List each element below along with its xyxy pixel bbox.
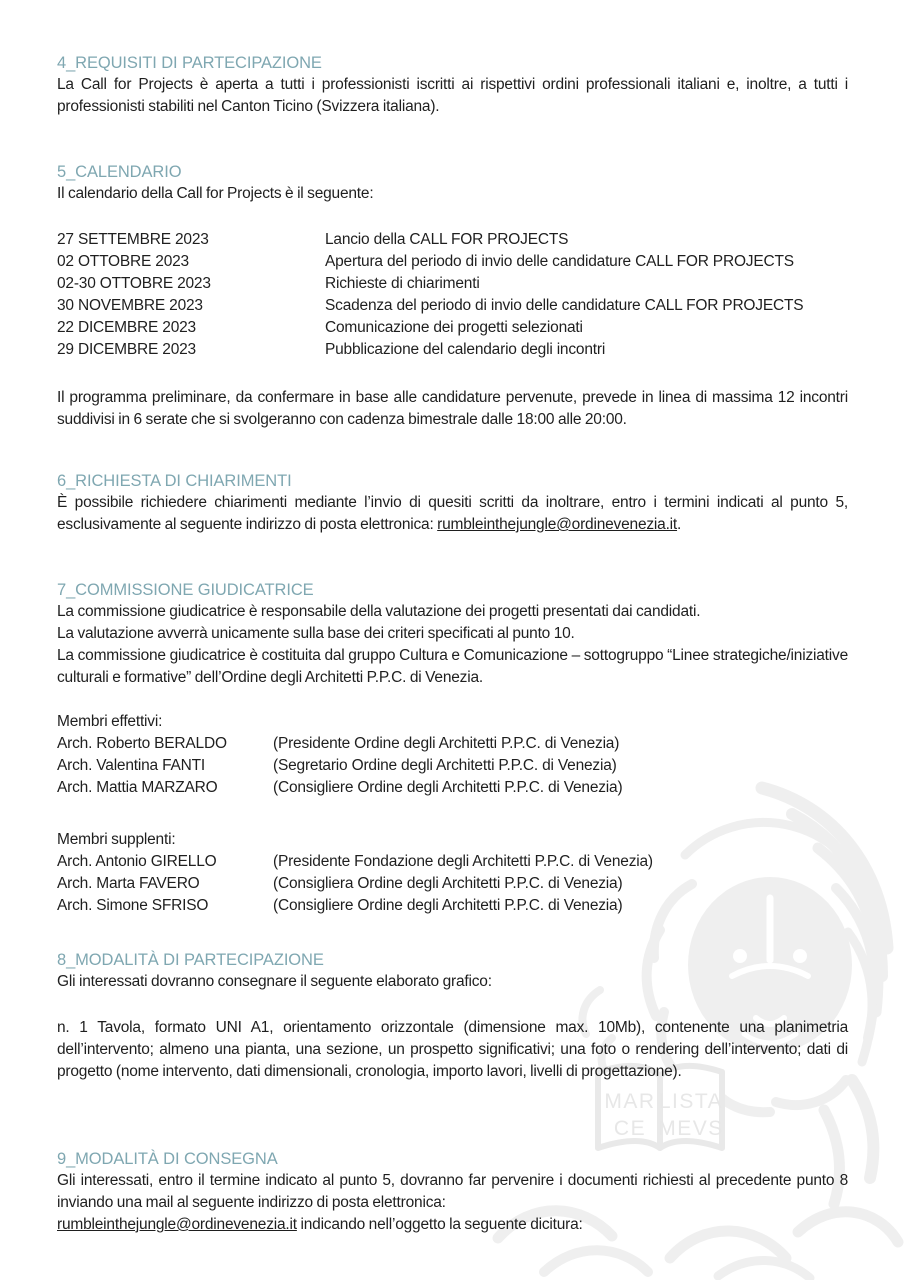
- calendar-event: Comunicazione dei progetti selezionati: [325, 319, 583, 336]
- members-effettivi-label: Membri effettivi:: [57, 713, 163, 730]
- section-7-line1: La commissione giudicatrice è responsabile della valutazione dei progetti presentati dai candidati.: [57, 603, 701, 620]
- book-text-left-2: CE: [613, 1117, 647, 1140]
- section-6-text-after: .: [677, 516, 682, 533]
- calendar-row: [57, 295, 848, 317]
- calendar-date: 02 OTTOBRE 2023: [57, 253, 189, 270]
- section-5-intro: Il calendario della Call for Projects è il seguente:: [57, 185, 374, 202]
- member-role: (Segretario Ordine degli Architetti P.P.C. di Venezia): [273, 757, 617, 774]
- section-6-paragraph: [57, 492, 848, 536]
- book-text-right-1: LISTA: [658, 1090, 724, 1113]
- member-role: (Presidente Ordine degli Architetti P.P.C. di Venezia): [273, 735, 620, 752]
- calendar-row: [57, 251, 848, 273]
- member-role: (Consigliere Ordine degli Architetti P.P.C. di Venezia): [273, 779, 623, 796]
- member-name: Arch. Mattia MARZARO: [57, 779, 218, 796]
- calendar-row: [57, 339, 848, 361]
- section-7-heading: 7_COMMISSIONE GIUDICATRICE: [57, 581, 314, 599]
- section-9-modalita-di-consegna: [57, 1148, 848, 1236]
- members-effettivi-list: [57, 711, 848, 799]
- calendar-event: Scadenza del periodo di invio delle candidature CALL FOR PROJECTS: [325, 297, 804, 314]
- calendar-event: Pubblicazione del calendario degli incontri: [325, 341, 606, 358]
- member-row: [57, 851, 848, 873]
- book-text-left-1: MAR: [604, 1090, 656, 1113]
- member-name: Arch. Antonio GIRELLO: [57, 853, 217, 870]
- book-text-right-2: MEVS: [658, 1117, 724, 1140]
- member-row: [57, 895, 848, 917]
- members-supplenti-list: [57, 829, 848, 917]
- members-supplenti-label: Membri supplenti:: [57, 831, 176, 848]
- section-7-paragraph: La commissione giudicatrice è costituita dal gruppo Cultura e Comunicazione – sottogruppo “Linee strategiche/iniziative culturali e formative” dell’Ordine degli Architetti P.P.C. di Venezia.: [57, 647, 848, 686]
- section-6-richiesta-di-chiarimenti: [57, 470, 848, 536]
- calendar-table: [57, 229, 848, 361]
- calendar-row: [57, 273, 848, 295]
- section-5-note: Il programma preliminare, da confermare in base alle candidature pervenute, prevede in linea di massima 12 incontri suddivisi in 6 serate che si svolgeranno con cadenza bimestrale dalle 18:00 alle 20:00.: [57, 389, 848, 428]
- section-4-requisiti-di-partecipazione: [57, 52, 848, 118]
- section-4-heading: 4_REQUISITI DI PARTECIPAZIONE: [57, 54, 322, 72]
- calendar-date: 30 NOVEMBRE 2023: [57, 297, 203, 314]
- member-name: Arch. Marta FAVERO: [57, 875, 200, 892]
- member-row: [57, 777, 848, 799]
- section-6-heading: 6_RICHIESTA DI CHIARIMENTI: [57, 472, 292, 490]
- section-7-commissione-giudicatrice: [57, 579, 848, 917]
- section-6-text: È possibile richiedere chiarimenti mediante l’invio di quesiti scritti da inoltrare, entro i termini indicati al punto 5, esclusivamente al seguente indirizzo di posta elettronica:: [57, 494, 848, 533]
- member-row: [57, 733, 848, 755]
- calendar-event: Richieste di chiarimenti: [325, 275, 480, 292]
- section-9-heading: 9_MODALITÀ DI CONSEGNA: [57, 1150, 278, 1168]
- section-5-heading: 5_CALENDARIO: [57, 163, 182, 181]
- calendar-row: [57, 317, 848, 339]
- member-row: [57, 873, 848, 895]
- calendar-date: 22 DICEMBRE 2023: [57, 319, 196, 336]
- section-5-calendario: [57, 161, 848, 431]
- section-9-paragraph: Gli interessati, entro il termine indicato al punto 5, dovranno far pervenire i documenti richiesti al precedente punto 8 inviando una mail al seguente indirizzo di posta elettronica:: [57, 1172, 848, 1211]
- email-link[interactable]: rumbleinthejungle@ordinevenezia.it: [57, 1216, 297, 1233]
- section-8-intro: Gli interessati dovranno consegnare il seguente elaborato grafico:: [57, 973, 492, 990]
- calendar-date: 27 SETTEMBRE 2023: [57, 231, 209, 248]
- section-4-paragraph: La Call for Projects è aperta a tutti i professionisti iscritti ai rispettivi ordini professionali italiani e, inoltre, a tutti i professionisti stabiliti nel Canton Ticino (Svizzera italiana).: [57, 76, 848, 115]
- section-8-paragraph: n. 1 Tavola, formato UNI A1, orientamento orizzontale (dimensione max. 10Mb), contenente una planimetria dell’intervento; almeno una pianta, una sezione, un prospetto significativi; una foto o rendering dell’intervento; dati di progetto (nome intervento, dati dimensionali, cronologia, importo lavori, livelli di progettazione).: [57, 1019, 848, 1080]
- email-link[interactable]: rumbleinthejungle@ordinevenezia.it: [437, 516, 678, 533]
- member-name: Arch. Simone SFRISO: [57, 897, 209, 914]
- member-name: Arch. Roberto BERALDO: [57, 735, 227, 752]
- section-9-email-line: [57, 1214, 848, 1236]
- member-role: (Consigliere Ordine degli Architetti P.P.C. di Venezia): [273, 897, 623, 914]
- member-role: (Presidente Fondazione degli Architetti P.P.C. di Venezia): [273, 853, 653, 870]
- member-row: [57, 755, 848, 777]
- member-role: (Consigliera Ordine degli Architetti P.P.C. di Venezia): [273, 875, 623, 892]
- section-7-line2: La valutazione avverrà unicamente sulla base dei criteri specificati al punto 10.: [57, 625, 575, 642]
- section-8-modalita-di-partecipazione: [57, 949, 848, 1083]
- section-8-heading: 8_MODALITÀ DI PARTECIPAZIONE: [57, 951, 324, 969]
- calendar-date: 02-30 OTTOBRE 2023: [57, 275, 211, 292]
- calendar-event: Apertura del periodo di invio delle candidature CALL FOR PROJECTS: [325, 253, 794, 270]
- calendar-date: 29 DICEMBRE 2023: [57, 341, 196, 358]
- section-9-text-after: indicando nell’oggetto la seguente dicitura:: [296, 1216, 583, 1233]
- calendar-event: Lancio della CALL FOR PROJECTS: [325, 231, 569, 248]
- calendar-row: [57, 229, 848, 251]
- member-name: Arch. Valentina FANTI: [57, 757, 205, 774]
